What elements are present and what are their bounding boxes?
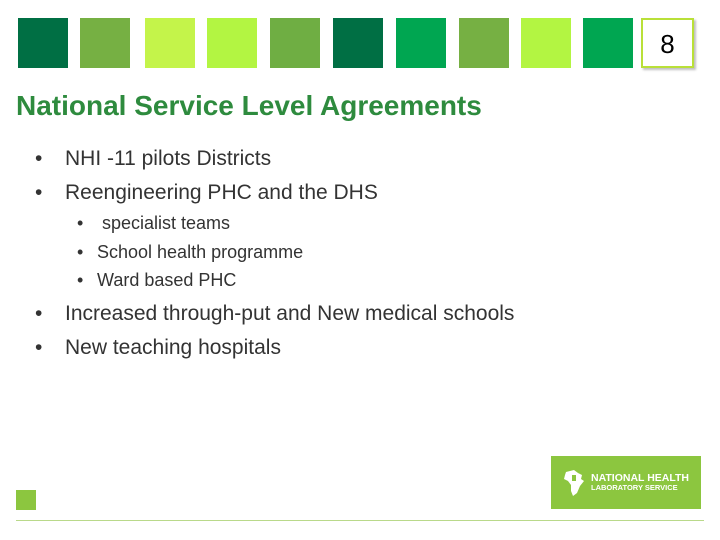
bullet-dot: • xyxy=(35,302,43,325)
footer-divider xyxy=(16,520,704,521)
list-item-text: Ward based PHC xyxy=(97,270,237,290)
list-item-text: Increased through-put and New medical schools xyxy=(65,302,515,325)
header-tile xyxy=(80,18,130,68)
list-item-text: New teaching hospitals xyxy=(65,336,281,359)
logo-text xyxy=(591,472,689,493)
list-item xyxy=(35,176,378,210)
header-tile xyxy=(18,18,68,68)
bullet-dot: • xyxy=(77,241,84,262)
bullet-dot: • xyxy=(35,336,43,359)
bullet-list-bottom xyxy=(35,297,514,365)
list-item xyxy=(35,142,378,176)
logo-line1: NATIONAL HEALTH xyxy=(591,472,689,485)
page-number: 8 xyxy=(641,18,694,68)
sub-list-item xyxy=(77,266,303,295)
list-item xyxy=(35,331,514,365)
bullet-dot: • xyxy=(35,181,43,204)
bullet-dot: • xyxy=(77,270,84,290)
sub-list-item xyxy=(77,209,303,238)
corner-square xyxy=(16,490,36,510)
bullet-list-top xyxy=(35,142,378,210)
logo-line2: LABORATORY SERVICE xyxy=(591,483,678,493)
list-item-text: specialist teams xyxy=(97,213,231,233)
header-tile xyxy=(583,18,633,68)
slide-title: National Service Level Agreements xyxy=(16,90,482,121)
bullet-dot: • xyxy=(77,213,84,233)
list-item-text: School health programme xyxy=(97,241,304,262)
list-item-text: NHI -11 pilots Districts xyxy=(65,147,272,170)
sub-list-item xyxy=(77,238,303,267)
nhls-logo xyxy=(551,456,701,509)
africa-map-icon xyxy=(563,469,585,497)
bullet-dot: • xyxy=(35,147,43,170)
header-tile xyxy=(270,18,320,68)
header-tile xyxy=(333,18,383,68)
header-tile xyxy=(459,18,509,68)
header-tile xyxy=(207,18,257,68)
list-item xyxy=(35,297,514,331)
list-item-text: Reengineering PHC and the DHS xyxy=(65,181,378,204)
header-tile xyxy=(145,18,195,68)
header-tile xyxy=(521,18,571,68)
header-tile xyxy=(396,18,446,68)
sub-bullet-list xyxy=(77,209,303,295)
